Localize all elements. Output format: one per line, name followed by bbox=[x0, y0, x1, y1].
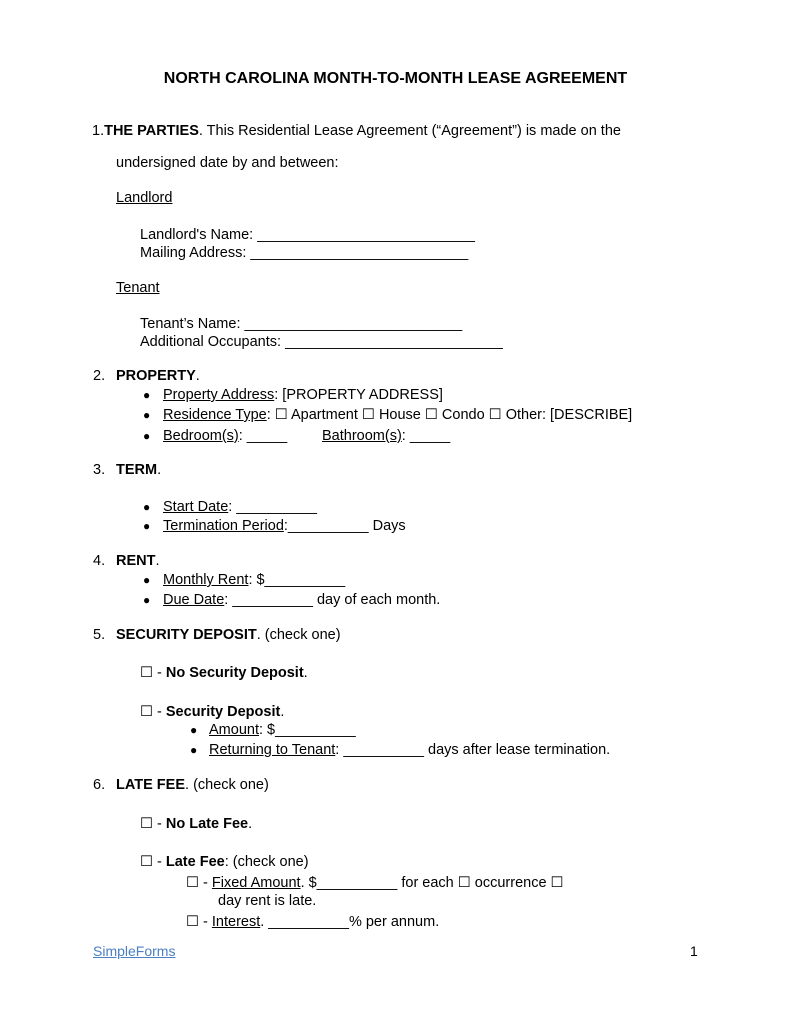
checkbox-icon[interactable]: ☐ - bbox=[186, 914, 212, 930]
due-date-item bbox=[163, 591, 440, 609]
bullet-icon: ● bbox=[143, 429, 151, 443]
landlord-address-field[interactable]: Mailing Address: ___________________________ bbox=[140, 245, 469, 261]
residence-type-item bbox=[163, 406, 632, 424]
option-label: Security Deposit bbox=[165, 704, 281, 720]
deposit-return-item bbox=[209, 741, 610, 759]
item-label: Returning to Tenant bbox=[209, 742, 336, 758]
late-fee-option[interactable] bbox=[140, 853, 309, 871]
section-parties-line2: undersigned date by and between: bbox=[116, 155, 339, 171]
option-value[interactable]: . $__________ for each ☐ occurrence ☐ bbox=[300, 875, 564, 891]
option-dot: . bbox=[248, 816, 253, 832]
section-heading: LATE FEE bbox=[116, 777, 186, 793]
document-title: NORTH CAROLINA MONTH-TO-MONTH LEASE AGREEMENT bbox=[163, 70, 628, 87]
checkbox-icon[interactable]: ☐ - bbox=[140, 665, 166, 681]
item-value[interactable]: : $__________ bbox=[248, 572, 346, 588]
fixed-amount-continuation: day rent is late. bbox=[218, 893, 317, 909]
item-label: Residence Type bbox=[163, 407, 267, 423]
section-term-heading bbox=[116, 461, 161, 479]
security-deposit-option[interactable] bbox=[140, 703, 284, 721]
page-number: 1 bbox=[690, 943, 698, 959]
bullet-icon: ● bbox=[143, 593, 151, 607]
item-value[interactable]: :__________ Days bbox=[283, 518, 406, 534]
section-term-number: 3. bbox=[93, 462, 106, 478]
section-rent-number: 4. bbox=[93, 553, 106, 569]
bedrooms-item bbox=[163, 427, 287, 445]
section-parties-line1 bbox=[92, 122, 621, 140]
section-heading: SECURITY DEPOSIT bbox=[116, 627, 257, 643]
deposit-amount-item bbox=[209, 721, 356, 739]
item-value[interactable]: : [PROPERTY ADDRESS] bbox=[274, 387, 443, 403]
section-deposit-number: 5. bbox=[93, 627, 106, 643]
heading-dot: . bbox=[155, 553, 160, 569]
checkbox-icon[interactable]: ☐ - bbox=[186, 875, 212, 891]
interest-option[interactable] bbox=[186, 913, 439, 931]
item-label: Termination Period bbox=[163, 518, 284, 534]
checkbox-icon[interactable]: ☐ - bbox=[140, 816, 166, 832]
option-dot: . bbox=[280, 704, 285, 720]
item-value[interactable]: : $__________ bbox=[258, 722, 356, 738]
section-heading: PROPERTY bbox=[116, 368, 196, 384]
bullet-icon: ● bbox=[143, 500, 151, 514]
tenant-occupants-field[interactable]: Additional Occupants: ___________________________ bbox=[140, 334, 503, 350]
bullet-icon: ● bbox=[143, 573, 151, 587]
item-label: Bathroom(s) bbox=[322, 428, 402, 444]
heading-note: . (check one) bbox=[256, 627, 341, 643]
item-value[interactable]: : _____ bbox=[238, 428, 288, 444]
heading-note: . (check one) bbox=[185, 777, 269, 793]
no-deposit-option[interactable] bbox=[140, 664, 308, 682]
bathrooms-item bbox=[322, 427, 450, 445]
no-late-fee-option[interactable] bbox=[140, 815, 252, 833]
bullet-icon: ● bbox=[143, 519, 151, 533]
item-label: Bedroom(s) bbox=[163, 428, 239, 444]
property-address-item bbox=[163, 386, 443, 404]
checkbox-icon[interactable]: ☐ - bbox=[140, 704, 166, 720]
section-heading: TERM bbox=[116, 462, 158, 478]
option-value[interactable]: . __________% per annum. bbox=[260, 914, 440, 930]
bullet-icon: ● bbox=[190, 743, 198, 757]
landlord-label: Landlord bbox=[116, 190, 173, 206]
section-text: . This Residential Lease Agreement (“Agreement”) is made on the bbox=[198, 123, 621, 139]
heading-dot: . bbox=[157, 462, 162, 478]
option-label: Fixed Amount bbox=[211, 875, 301, 891]
item-value[interactable]: : __________ days after lease termination. bbox=[335, 742, 611, 758]
bullet-icon: ● bbox=[143, 408, 151, 422]
landlord-name-field[interactable]: Landlord's Name: ___________________________ bbox=[140, 227, 475, 243]
fixed-amount-option[interactable] bbox=[186, 874, 564, 892]
item-value[interactable]: : __________ day of each month. bbox=[224, 592, 441, 608]
section-property-heading bbox=[116, 367, 200, 385]
option-dot: . bbox=[303, 665, 308, 681]
bullet-icon: ● bbox=[190, 723, 198, 737]
item-value[interactable]: : _____ bbox=[401, 428, 451, 444]
checkbox-icon[interactable]: ☐ - bbox=[140, 854, 166, 870]
item-value[interactable]: : __________ bbox=[228, 499, 317, 515]
heading-dot: . bbox=[195, 368, 200, 384]
termination-period-item bbox=[163, 517, 406, 535]
option-label: No Late Fee bbox=[165, 816, 249, 832]
bullet-icon: ● bbox=[143, 388, 151, 402]
item-label: Property Address bbox=[163, 387, 275, 403]
option-note: : (check one) bbox=[224, 854, 309, 870]
section-rent-heading bbox=[116, 552, 160, 570]
item-label: Due Date bbox=[163, 592, 225, 608]
section-number: 1. bbox=[92, 123, 105, 139]
item-label: Monthly Rent bbox=[163, 572, 249, 588]
section-late-fee-heading bbox=[116, 776, 269, 794]
section-heading: THE PARTIES bbox=[104, 123, 199, 139]
section-property-number: 2. bbox=[93, 368, 106, 384]
option-label: Interest bbox=[211, 914, 261, 930]
start-date-item bbox=[163, 498, 317, 516]
monthly-rent-item bbox=[163, 571, 345, 589]
item-value[interactable]: : ☐ Apartment ☐ House ☐ Condo ☐ Other: [DESCRIBE] bbox=[266, 407, 633, 423]
tenant-name-field[interactable]: Tenant’s Name: ___________________________ bbox=[140, 316, 463, 332]
footer-brand-link[interactable]: SimpleForms bbox=[93, 943, 176, 959]
option-label: Late Fee bbox=[165, 854, 225, 870]
section-late-fee-number: 6. bbox=[93, 777, 106, 793]
section-heading: RENT bbox=[116, 553, 156, 569]
tenant-label: Tenant bbox=[116, 280, 160, 296]
option-label: No Security Deposit bbox=[165, 665, 304, 681]
section-deposit-heading bbox=[116, 626, 341, 644]
item-label: Start Date bbox=[163, 499, 229, 515]
item-label: Amount bbox=[209, 722, 259, 738]
